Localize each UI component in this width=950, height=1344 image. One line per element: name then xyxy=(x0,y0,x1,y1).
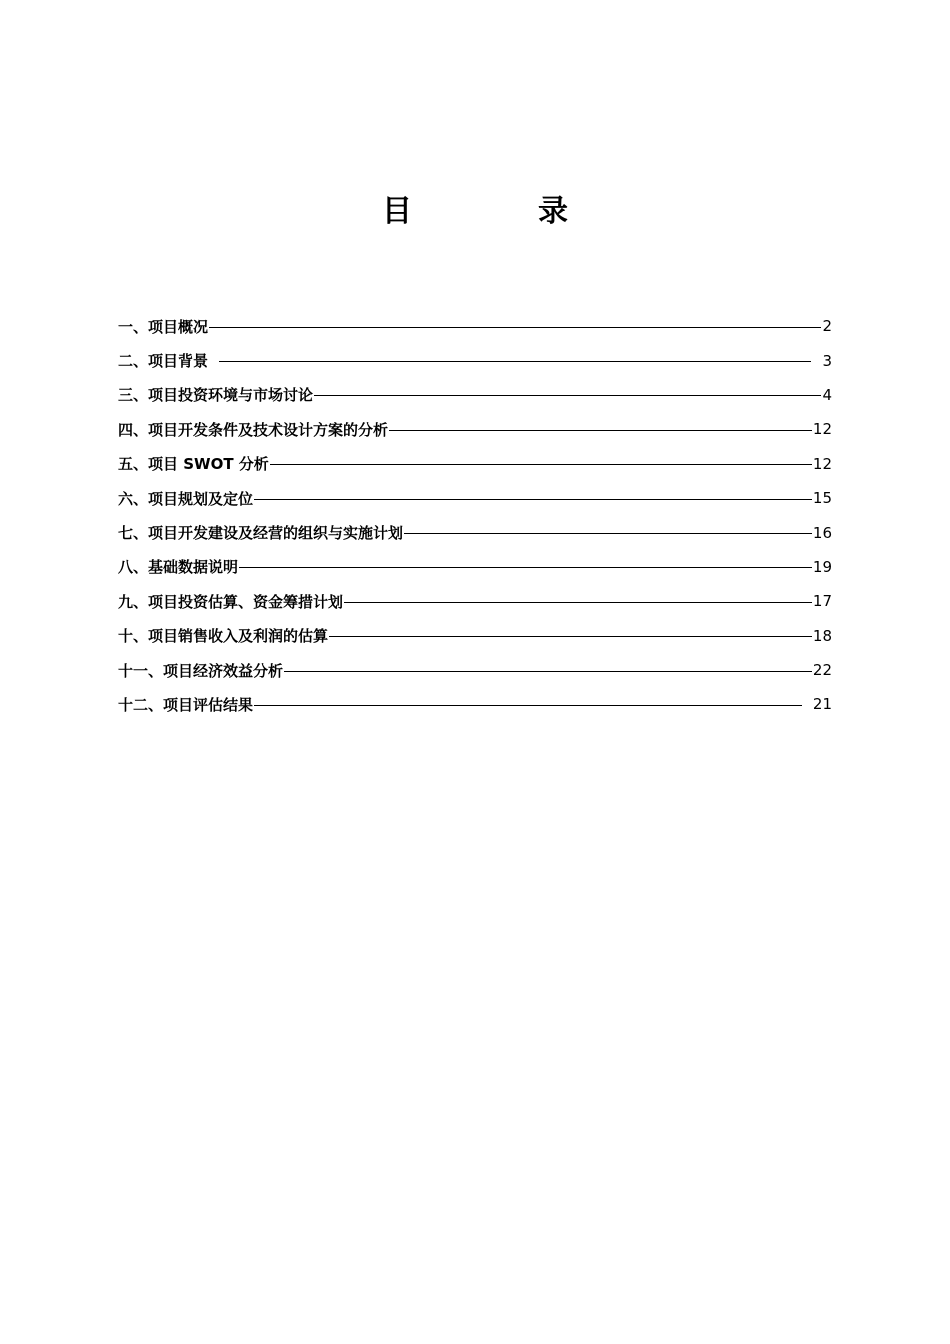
toc-leader-line xyxy=(254,499,812,500)
toc-entry-label: 八、基础数据说明 xyxy=(118,558,239,577)
toc-entry-11[interactable] xyxy=(118,653,832,687)
toc-leader-line xyxy=(284,671,812,672)
toc-leader-line xyxy=(314,395,821,396)
toc-entry-page: 4 xyxy=(822,385,832,404)
toc-entry-3[interactable] xyxy=(118,378,832,412)
toc-leader-line xyxy=(404,533,812,534)
toc-entry-1[interactable] xyxy=(118,309,832,343)
toc-entry-label: 五、项目 SWOT 分析 xyxy=(118,455,269,474)
toc-entry-page: 12 xyxy=(812,454,832,473)
toc-entry-8[interactable] xyxy=(118,550,832,584)
toc-leader-line xyxy=(329,636,812,637)
toc-entry-label: 十一、项目经济效益分析 xyxy=(118,661,284,680)
toc-entry-label: 二、项目背景 xyxy=(118,352,209,371)
toc-entry-5[interactable] xyxy=(118,447,832,481)
toc-entry-6[interactable] xyxy=(118,481,832,515)
toc-leader-line xyxy=(209,327,821,328)
toc-entry-page: 18 xyxy=(812,626,832,645)
toc-entry-label: 一、项目概况 xyxy=(118,317,209,336)
toc-leader-line xyxy=(389,430,812,431)
toc-entry-page: 16 xyxy=(812,523,832,542)
toc-entry-2[interactable] xyxy=(118,343,832,377)
toc-entry-7[interactable] xyxy=(118,515,832,549)
toc-entry-label: 六、项目规划及定位 xyxy=(118,489,254,508)
toc-entry-page: 21 xyxy=(812,695,832,714)
toc-entry-page: 2 xyxy=(822,317,832,336)
toc-entry-page: 19 xyxy=(812,557,832,576)
toc-list xyxy=(118,309,832,722)
toc-leader-line xyxy=(270,464,812,465)
toc-title: 目 录 xyxy=(382,194,616,229)
toc-leader-line xyxy=(254,705,802,706)
toc-entry-10[interactable] xyxy=(118,619,832,653)
toc-entry-page: 22 xyxy=(812,661,832,680)
toc-leader-line xyxy=(219,361,811,362)
toc-entry-label: 七、项目开发建设及经营的组织与实施计划 xyxy=(118,524,404,543)
toc-entry-page: 15 xyxy=(812,489,832,508)
toc-entry-4[interactable] xyxy=(118,412,832,446)
toc-entry-label: 十二、项目评估结果 xyxy=(118,695,254,714)
toc-entry-label: 十、项目销售收入及利润的估算 xyxy=(118,627,329,646)
toc-leader-line xyxy=(239,567,812,568)
toc-leader-line xyxy=(344,602,812,603)
toc-entry-9[interactable] xyxy=(118,584,832,618)
toc-entry-page: 17 xyxy=(812,592,832,611)
toc-entry-label: 三、项目投资环境与市场讨论 xyxy=(118,386,314,405)
toc-entry-page: 3 xyxy=(822,351,832,370)
toc-entry-label: 九、项目投资估算、资金筹措计划 xyxy=(118,592,344,611)
toc-entry-12[interactable] xyxy=(118,687,832,721)
toc-entry-page: 12 xyxy=(812,420,832,439)
toc-entry-label: 四、项目开发条件及技术设计方案的分析 xyxy=(118,420,389,439)
